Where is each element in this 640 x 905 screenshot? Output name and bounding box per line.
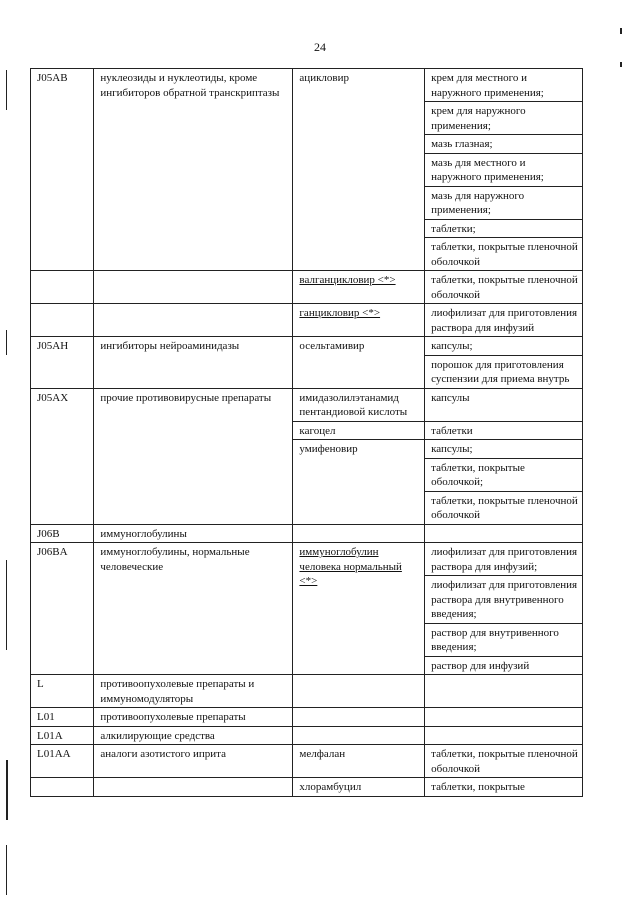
dosage-form-cell: мазь для наружного применения;: [425, 186, 583, 219]
drug-name-cell: [293, 726, 425, 745]
atc-code-cell: [31, 304, 94, 337]
dosage-form-cell: [425, 708, 583, 727]
drug-name-cell: [293, 708, 425, 727]
atc-code-cell: J05AH: [31, 337, 94, 389]
group-name-cell: аналоги азотистого иприта: [94, 745, 293, 778]
table-row: [31, 69, 583, 102]
table-row: [31, 388, 583, 421]
atc-code-cell: J05AB: [31, 69, 94, 271]
dosage-form-cell: лиофилизат для приготовления раствора для инфузий: [425, 304, 583, 337]
drug-name-cell: имидазолилэтанамид пентандиовой кислоты: [293, 388, 425, 421]
dosage-form-cell: таблетки;: [425, 219, 583, 238]
drug-name-cell: ганцикловир <*>: [293, 304, 425, 337]
drug-name-cell: кагоцел: [293, 421, 425, 440]
drug-name-cell: осельтамивир: [293, 337, 425, 389]
scan-mark: [6, 560, 7, 650]
dosage-form-cell: мазь глазная;: [425, 135, 583, 154]
dosage-form-cell: капсулы: [425, 388, 583, 421]
dosage-form-cell: капсулы;: [425, 440, 583, 459]
table-row: [31, 543, 583, 576]
group-name-cell: [94, 778, 293, 797]
atc-code-cell: L01: [31, 708, 94, 727]
table-row: [31, 524, 583, 543]
group-name-cell: противоопухолевые препараты: [94, 708, 293, 727]
scan-mark: [6, 760, 8, 820]
group-name-cell: [94, 304, 293, 337]
dosage-form-cell: лиофилизат для приготовления раствора для инфузий;: [425, 543, 583, 576]
dosage-form-cell: капсулы;: [425, 337, 583, 356]
table-row: [31, 726, 583, 745]
dosage-form-cell: [425, 726, 583, 745]
scan-mark: [6, 330, 7, 355]
drug-name-cell: валганцикловир <*>: [293, 271, 425, 304]
dosage-form-cell: лиофилизат для приготовления раствора для внутривенного введения;: [425, 576, 583, 624]
table-row: [31, 304, 583, 337]
group-name-cell: ингибиторы нейроаминидазы: [94, 337, 293, 389]
dosage-form-cell: крем для местного и наружного применения;: [425, 69, 583, 102]
drug-name-cell: хлорамбуцил: [293, 778, 425, 797]
dosage-form-cell: таблетки, покрытые пленочной оболочкой: [425, 271, 583, 304]
group-name-cell: нуклеозиды и нуклеотиды, кроме ингибиторов обратной транскриптазы: [94, 69, 293, 271]
table-row: [31, 778, 583, 797]
dosage-form-cell: таблетки, покрытые оболочкой;: [425, 458, 583, 491]
drug-name-cell: мелфалан: [293, 745, 425, 778]
atc-code-cell: J06B: [31, 524, 94, 543]
atc-code-cell: L: [31, 675, 94, 708]
table-row: [31, 337, 583, 356]
page-number: 24: [314, 40, 326, 54]
drug-name-cell: умифеновир: [293, 440, 425, 525]
dosage-form-cell: таблетки: [425, 421, 583, 440]
drug-name-cell: [293, 675, 425, 708]
drug-name-cell: [293, 524, 425, 543]
drug-name-cell: иммуноглобулин человека нормальный <*>: [293, 543, 425, 675]
group-name-cell: [94, 271, 293, 304]
dosage-form-cell: [425, 675, 583, 708]
dosage-form-cell: таблетки, покрытые пленочной оболочкой: [425, 491, 583, 524]
drug-table-body: [31, 69, 583, 797]
dosage-form-cell: таблетки, покрытые пленочной оболочкой: [425, 238, 583, 271]
table-row: [31, 708, 583, 727]
table-row: [31, 745, 583, 778]
dosage-form-cell: порошок для приготовления суспензии для приема внутрь: [425, 355, 583, 388]
scan-mark: [6, 845, 7, 895]
scan-mark: [620, 62, 622, 67]
atc-code-cell: L01A: [31, 726, 94, 745]
group-name-cell: прочие противовирусные препараты: [94, 388, 293, 524]
atc-code-cell: J05AX: [31, 388, 94, 524]
drug-name-cell: ацикловир: [293, 69, 425, 271]
dosage-form-cell: таблетки, покрытые пленочной оболочкой: [425, 745, 583, 778]
atc-code-cell: [31, 271, 94, 304]
scan-mark: [6, 70, 7, 110]
table-row: [31, 675, 583, 708]
group-name-cell: алкилирующие средства: [94, 726, 293, 745]
group-name-cell: иммуноглобулины, нормальные человеческие: [94, 543, 293, 675]
atc-code-cell: J06BA: [31, 543, 94, 675]
dosage-form-cell: [425, 524, 583, 543]
dosage-form-cell: крем для наружного применения;: [425, 102, 583, 135]
scan-mark: [620, 28, 622, 34]
table-row: [31, 271, 583, 304]
dosage-form-cell: раствор для внутривенного введения;: [425, 623, 583, 656]
dosage-form-cell: таблетки, покрытые: [425, 778, 583, 797]
dosage-form-cell: мазь для местного и наружного применения;: [425, 153, 583, 186]
group-name-cell: противоопухолевые препараты и иммуномодуляторы: [94, 675, 293, 708]
group-name-cell: иммуноглобулины: [94, 524, 293, 543]
atc-code-cell: [31, 778, 94, 797]
dosage-form-cell: раствор для инфузий: [425, 656, 583, 675]
drug-table: [30, 68, 583, 797]
atc-code-cell: L01AA: [31, 745, 94, 778]
